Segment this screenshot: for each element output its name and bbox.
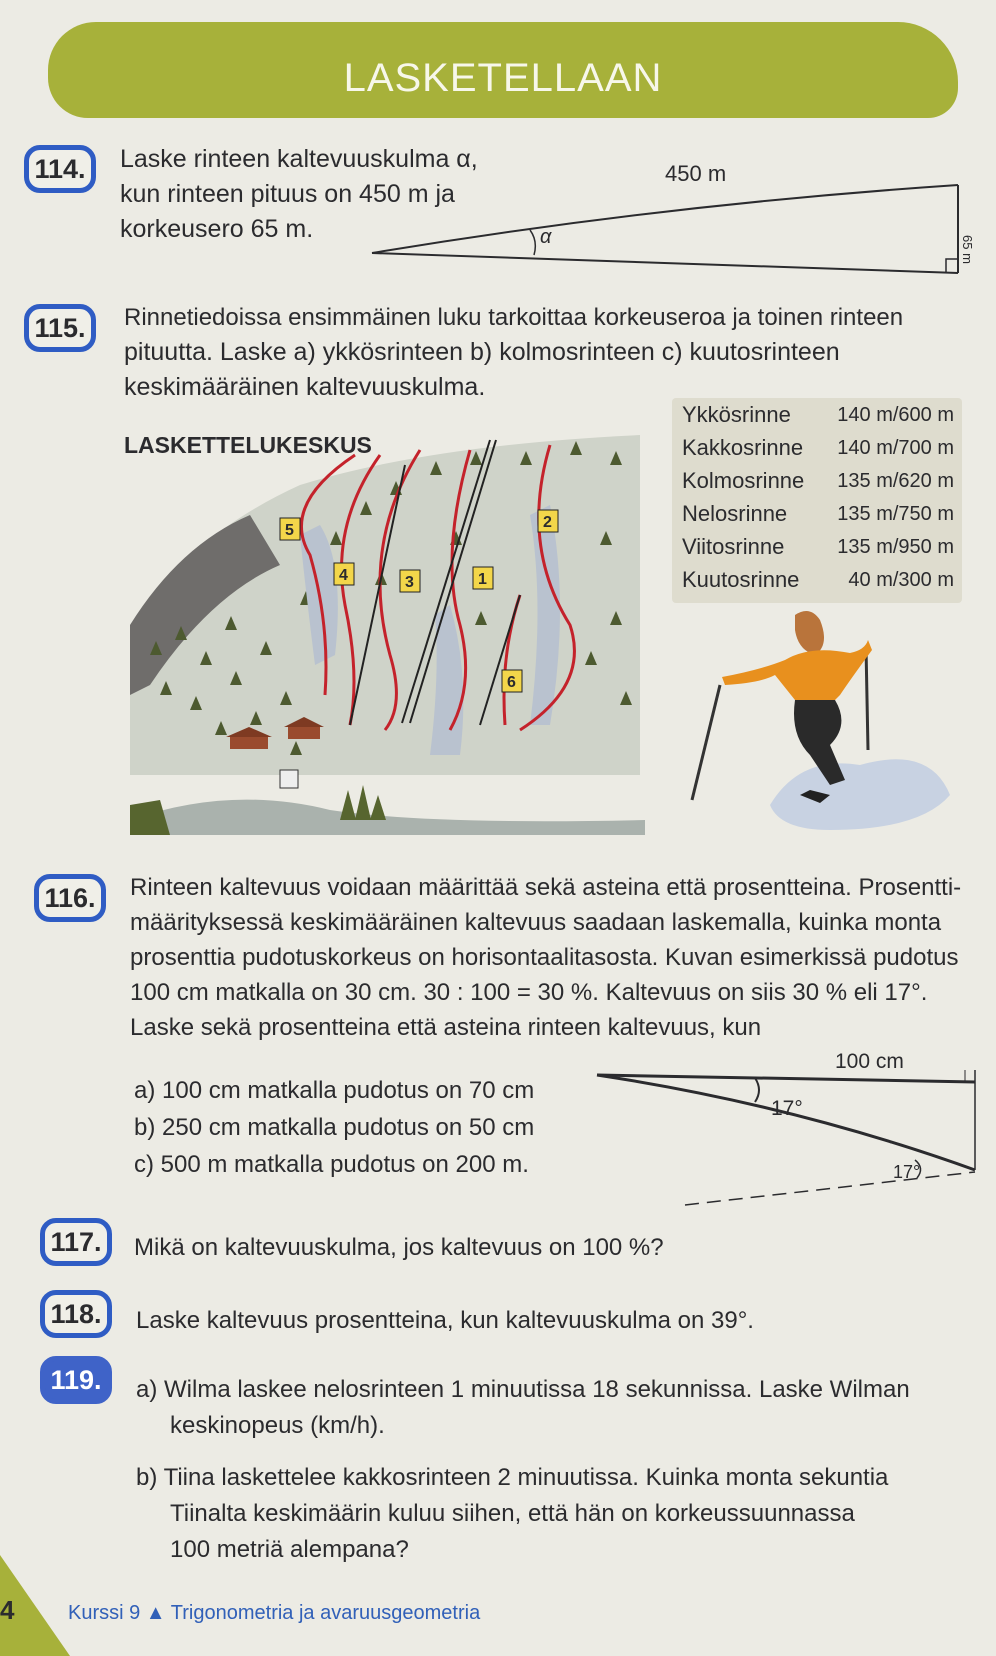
- exercise-117-number: 117.: [40, 1218, 112, 1266]
- exercise-116-number: 116.: [34, 874, 106, 922]
- ex115-line-2: pituutta. Laske a) ykkösrinteen b) kolmosrinteen c) kuutosrinteen: [124, 338, 840, 366]
- ex114-line-1: Laske rinteen kaltevuuskulma α,: [120, 145, 478, 173]
- ex116-item-a: a) 100 cm matkalla pudotus on 70 cm: [134, 1077, 535, 1104]
- ex114-line-3: korkeusero 65 m.: [120, 215, 314, 243]
- ex119-b-line-2: Tiinalta keskimäärin kuluu siihen, että hän on korkeussuunnassa: [170, 1500, 855, 1527]
- slope-label-5: 5: [285, 522, 294, 539]
- table-row: Kakkosrinne 140 m/700 m: [682, 435, 954, 460]
- ex119-b-line-1: b) Tiina laskettelee kakkosrinteen 2 minuutissa. Kuinka monta sekuntia: [136, 1464, 889, 1491]
- ex117-text: Mikä on kaltevuuskulma, jos kaltevuus on 100 %?: [134, 1234, 664, 1261]
- ex116-item-c: c) 500 m matkalla pudotus on 200 m.: [134, 1151, 529, 1178]
- chapter-title: LASKETELLAAN: [343, 56, 663, 100]
- slope-data-table: [672, 398, 962, 603]
- exercise-119-number: 119.: [40, 1356, 112, 1404]
- slope-label-1: 1: [478, 571, 487, 588]
- table-row: Ykkösrinne 140 m/600 m: [682, 402, 954, 427]
- ex119-b-line-3: 100 metriä alempana?: [170, 1536, 409, 1563]
- exercise-114-number: 114.: [24, 145, 96, 193]
- chapter-banner: [48, 22, 958, 118]
- ex114-slope-figure: [360, 155, 990, 280]
- course-footer: Kurssi 9 ▲ Trigonometria ja avaruusgeometria: [68, 1602, 481, 1624]
- ex114-line-2: kun rinteen pituus on 450 m ja: [120, 180, 455, 208]
- ex116-length-label: 100 cm: [835, 1050, 904, 1073]
- ex114-height-label: 65 m: [960, 235, 975, 264]
- table-row: Kuutosrinne 40 m/300 m: [682, 567, 954, 592]
- map-title: LASKETTELUKESKUS: [124, 432, 372, 458]
- slope-label-3: 3: [405, 574, 414, 591]
- ex118-text: Laske kaltevuus prosentteina, kun kaltevuuskulma on 39°.: [136, 1307, 754, 1334]
- ex119-a-line-1: a) Wilma laskee nelosrinteen 1 minuutissa 18 sekunnissa. Laske Wilman: [136, 1376, 910, 1403]
- ex116-slope-figure: [595, 1050, 980, 1215]
- ex116-angle-label-2: 17°: [893, 1162, 921, 1182]
- ex116-line-4: 100 cm matkalla on 30 cm. 30 : 100 = 30 %. Kaltevuus on siis 30 % eli 17°.: [130, 979, 928, 1006]
- ex115-line-3: keskimääräinen kaltevuuskulma.: [124, 373, 486, 401]
- ex116-item-b: b) 250 cm matkalla pudotus on 50 cm: [134, 1114, 535, 1141]
- exercise-115-number: 115.: [24, 304, 96, 352]
- page-number: 4: [0, 1595, 15, 1625]
- slope-label-4: 4: [339, 567, 348, 584]
- exercise-118-number: 118.: [40, 1290, 112, 1338]
- ex114-length-label: 450 m: [665, 161, 727, 186]
- slope-label-2: 2: [543, 514, 552, 531]
- skier-illustration: [680, 605, 970, 840]
- ex115-line-1: Rinnetiedoissa ensimmäinen luku tarkoittaa korkeuseroa ja toinen rinteen: [124, 304, 904, 331]
- table-row: Kolmosrinne 135 m/620 m: [682, 468, 954, 493]
- ex119-a-line-2: keskinopeus (km/h).: [170, 1412, 385, 1439]
- ex116-line-5: Laske sekä prosentteina että asteina rinteen kaltevuus, kun: [130, 1014, 762, 1041]
- ski-resort-map: [130, 425, 645, 835]
- ex116-line-1: Rinteen kaltevuus voidaan määrittää sekä asteina että prosentteina. Prosentti-: [130, 874, 962, 901]
- ex116-line-3: prosenttia pudotuskorkeus on horisontaalitasosta. Kuvan esimerkissä pudotus: [130, 944, 959, 971]
- table-row: Viitosrinne 135 m/950 m: [682, 534, 954, 559]
- ex116-angle-label-1: 17°: [771, 1097, 803, 1120]
- ex114-angle-label: α: [540, 226, 552, 248]
- ex116-line-2: määrityksessä keskimääräinen kaltevuus saadaan laskemalla, kuinka monta: [130, 909, 942, 936]
- slope-label-6: 6: [507, 674, 516, 691]
- table-row: Nelosrinne 135 m/750 m: [682, 501, 954, 526]
